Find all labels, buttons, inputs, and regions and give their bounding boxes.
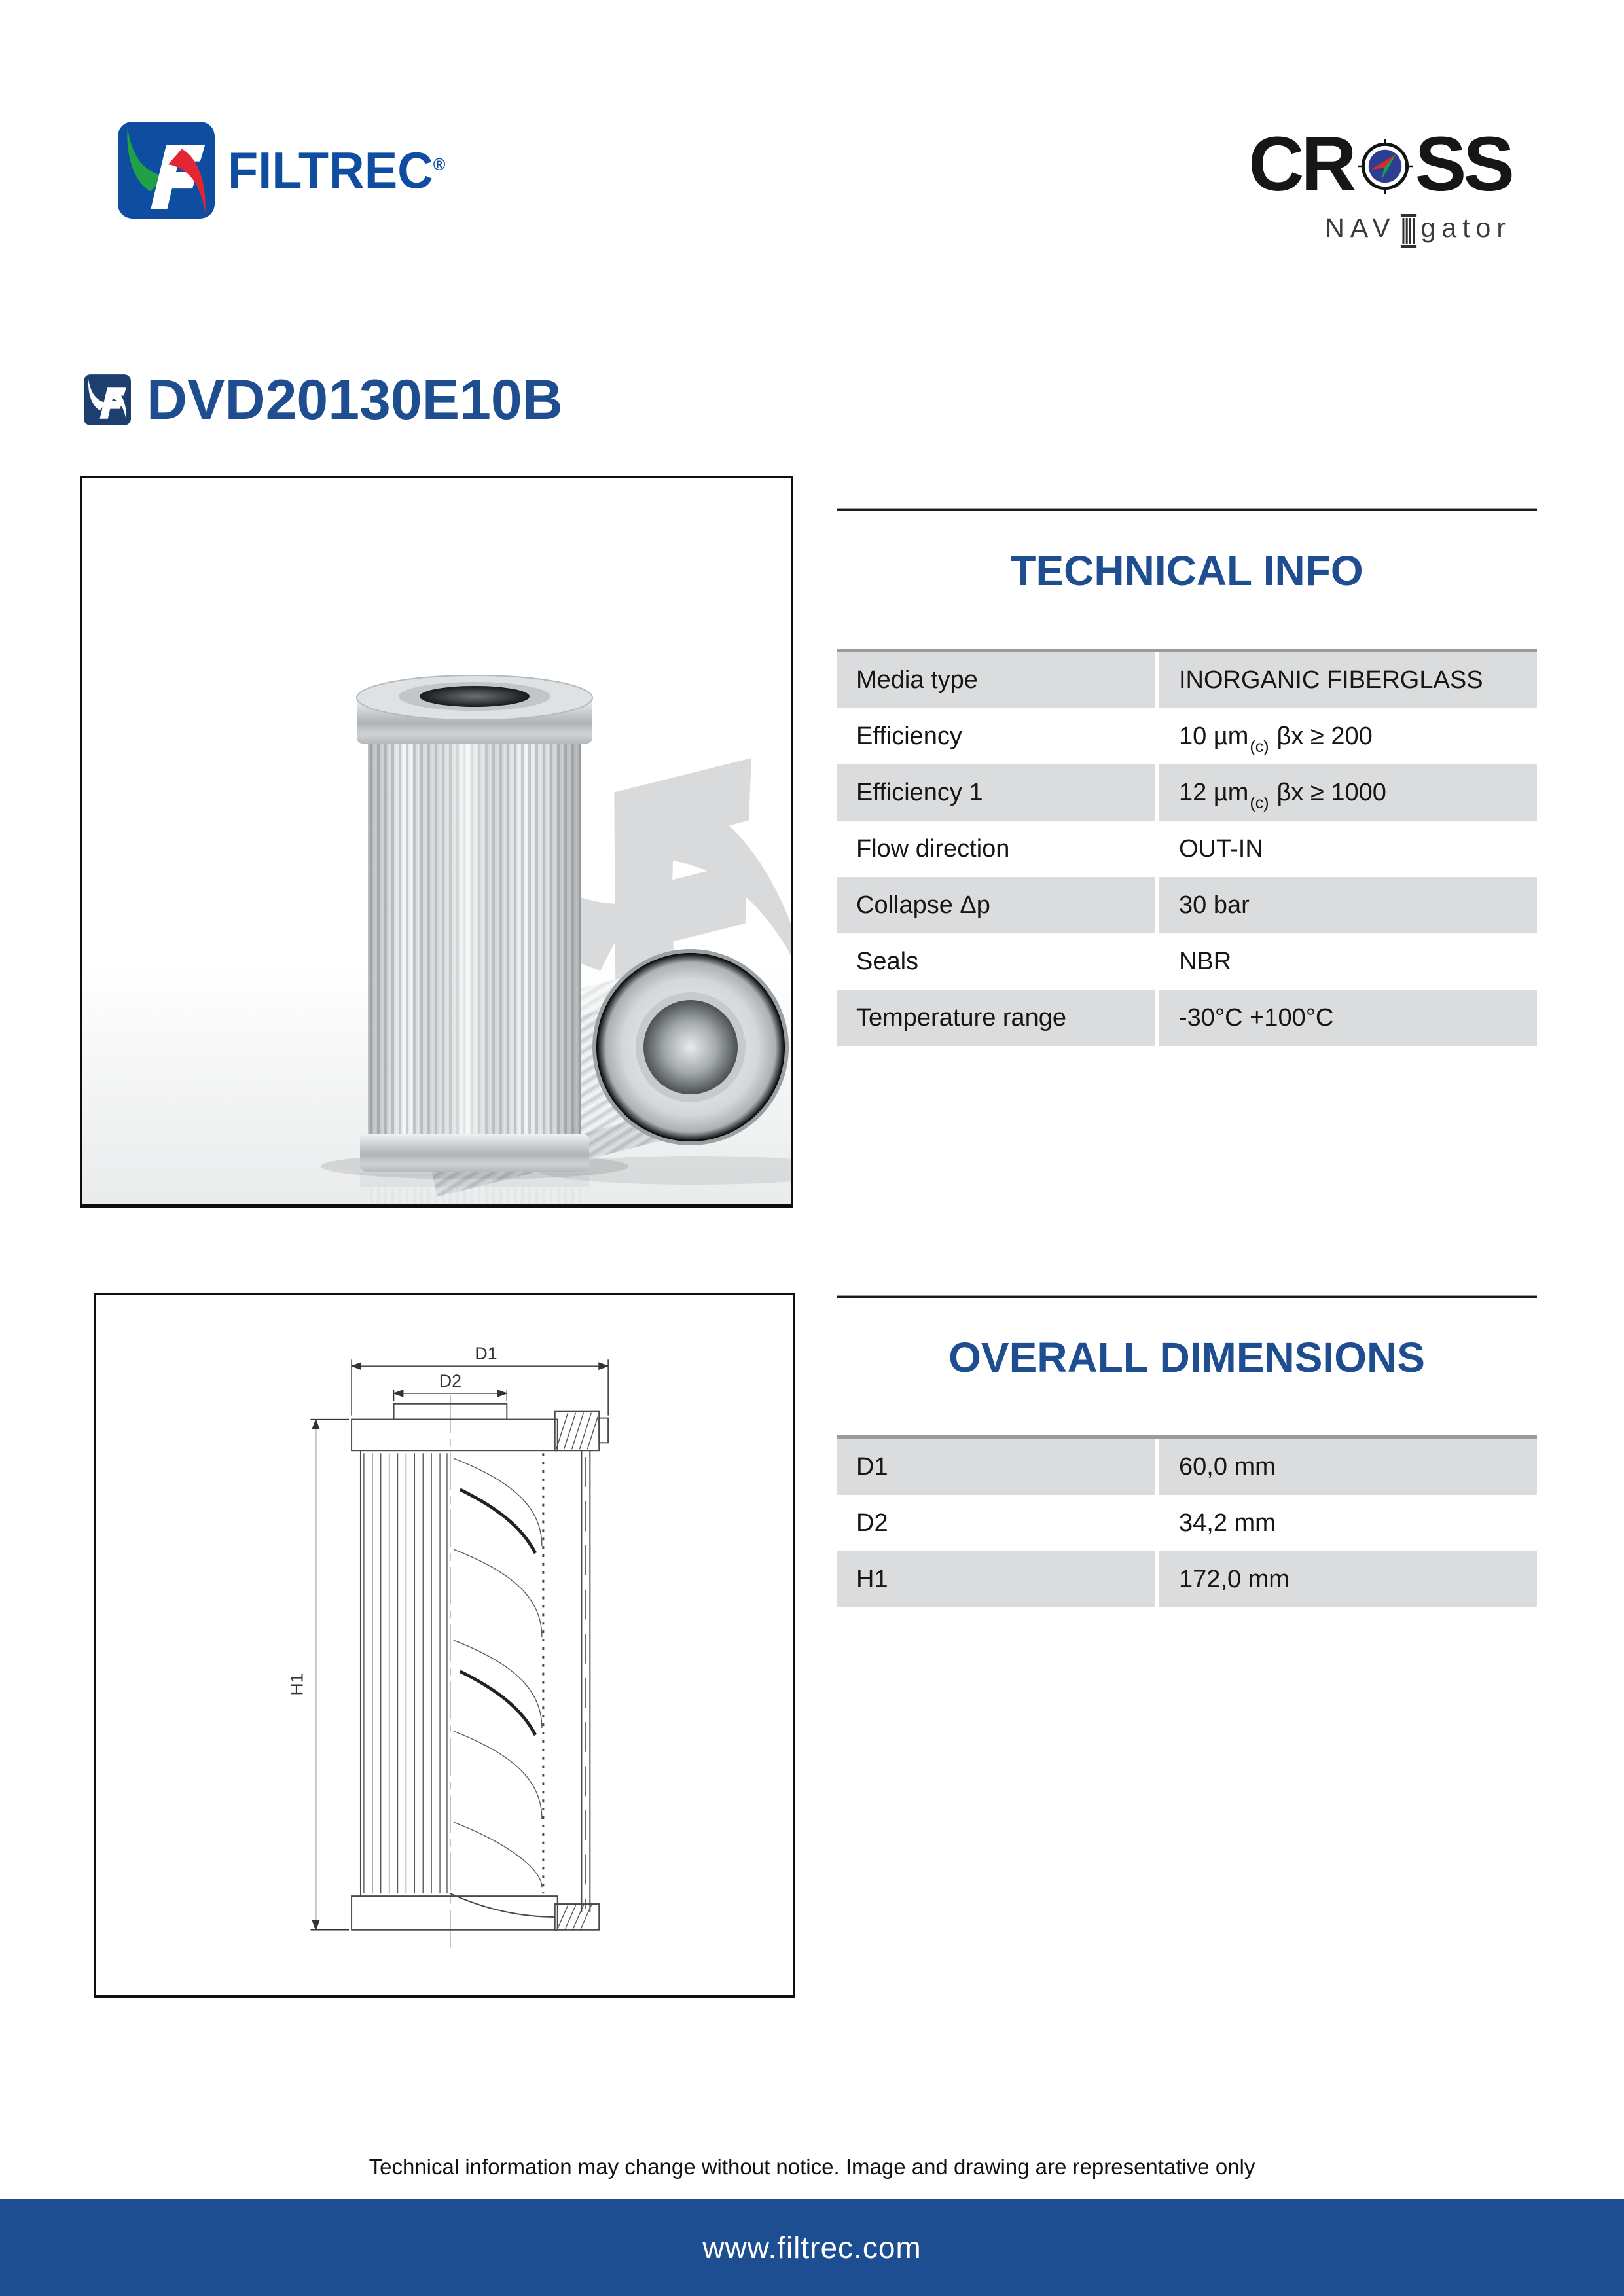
cross-text-ss: SS (1415, 121, 1511, 207)
overall-dimensions-title: OVERALL DIMENSIONS (948, 1334, 1425, 1381)
dim-label-d2: D2 (439, 1371, 462, 1391)
product-photo-panel (80, 476, 793, 1208)
table-row (837, 764, 1537, 821)
cross-navigator-logo (1248, 121, 1511, 243)
filtrec-wordmark: FILTREC® (228, 141, 446, 199)
row-label: H1 (837, 1551, 1155, 1607)
overall-dimensions-table (837, 1435, 1537, 1607)
nav-text: NAV (1325, 213, 1396, 243)
table-row (837, 1439, 1537, 1495)
registered-mark: ® (433, 154, 446, 174)
table-row (837, 821, 1537, 877)
overall-dimensions-section (837, 1295, 1537, 1607)
product-title (84, 368, 563, 431)
compass-icon (1358, 139, 1413, 194)
dim-label-d1: D1 (475, 1344, 497, 1364)
table-row (837, 652, 1537, 708)
table-row (837, 708, 1537, 764)
column-icon (1400, 212, 1417, 250)
row-value: -30°C +100°C (1159, 990, 1537, 1046)
row-value: 172,0 mm (1159, 1551, 1537, 1607)
technical-info-section (837, 508, 1537, 1046)
technical-info-table (837, 649, 1537, 1046)
table-row (837, 1495, 1537, 1551)
table-row (837, 877, 1537, 933)
row-label: D2 (837, 1495, 1155, 1551)
dim-label-h1: H1 (287, 1673, 307, 1696)
website-url: www.filtrec.com (702, 2231, 922, 2265)
gator-text: gator (1420, 213, 1511, 243)
row-label: Flow direction (837, 821, 1155, 877)
row-label: D1 (837, 1439, 1155, 1495)
row-label: Media type (837, 652, 1155, 711)
technical-info-title: TECHNICAL INFO (1010, 547, 1363, 594)
row-value: OUT-IN (1159, 821, 1537, 877)
navigator-wordmark (1248, 206, 1511, 243)
filtrec-logo-icon (118, 122, 215, 219)
part-badge-icon (84, 374, 131, 425)
section-rule (837, 1295, 1537, 1298)
row-value: 10 µm$_{(c)}$ βx ≥ 200 (1159, 708, 1537, 767)
row-label: Collapse Δp (837, 877, 1155, 933)
cross-wordmark (1248, 121, 1511, 207)
filtrec-logo (118, 122, 452, 219)
technical-drawing-panel (94, 1293, 795, 1998)
table-row (837, 990, 1537, 1046)
row-value: 34,2 mm (1159, 1495, 1537, 1551)
footer-bar (0, 2199, 1624, 2296)
disclaimer-text: Technical information may change without notice. Image and drawing are representative only (369, 2155, 1255, 2179)
row-label: Temperature range (837, 990, 1155, 1046)
technical-drawing (96, 1295, 793, 1995)
cross-text-cr: CR (1248, 121, 1354, 207)
table-row (837, 933, 1537, 990)
row-value: 60,0 mm (1159, 1439, 1537, 1495)
row-value: 12 µm$_{(c)}$ βx ≥ 1000 (1159, 764, 1537, 823)
table-row (837, 1551, 1537, 1607)
row-label: Seals (837, 933, 1155, 990)
product-photo (82, 478, 791, 1204)
row-value: NBR (1159, 933, 1537, 990)
section-rule (837, 508, 1537, 511)
dimension-lines (311, 1359, 609, 1929)
part-number: DVD20130E10B (147, 368, 563, 431)
row-value: INORGANIC FIBERGLASS (1159, 652, 1537, 711)
row-label: Efficiency 1 (837, 764, 1155, 823)
row-value: 30 bar (1159, 877, 1537, 933)
row-label: Efficiency (837, 708, 1155, 767)
